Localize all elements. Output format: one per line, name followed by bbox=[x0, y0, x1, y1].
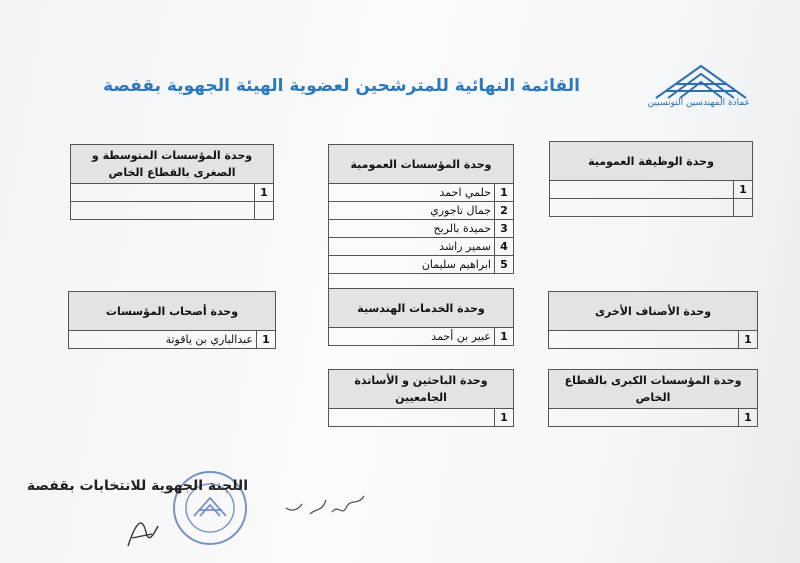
unit-table-public-function bbox=[549, 141, 753, 217]
table-row bbox=[550, 199, 753, 217]
table-row bbox=[329, 328, 514, 346]
unit-title: وحدة الأصناف الأخرى bbox=[549, 292, 758, 331]
unit-title: وحدة أصحاب المؤسسات bbox=[69, 292, 276, 331]
unit-table-engineering-services bbox=[328, 288, 514, 346]
row-number: 1 bbox=[739, 331, 758, 349]
unit-title: وحدة الوظيفة العمومية bbox=[550, 142, 753, 181]
unit-table-mid-small-private bbox=[70, 144, 274, 220]
candidate-name: ابراهيم سليمان bbox=[329, 256, 495, 274]
table-row bbox=[549, 409, 758, 427]
table-row bbox=[549, 331, 758, 349]
candidate-name bbox=[71, 202, 255, 220]
unit-table-enterprise-owners bbox=[68, 291, 276, 349]
row-number bbox=[734, 199, 753, 217]
candidate-name: سمير راشد bbox=[329, 238, 495, 256]
table-row bbox=[71, 184, 274, 202]
row-number: 2 bbox=[495, 202, 514, 220]
row-number: 1 bbox=[495, 328, 514, 346]
row-number bbox=[255, 202, 274, 220]
unit-table-public-enterprises bbox=[328, 144, 514, 290]
table-row bbox=[329, 184, 514, 202]
candidate-name bbox=[549, 331, 739, 349]
row-number: 1 bbox=[255, 184, 274, 202]
unit-table-other-categories bbox=[548, 291, 758, 349]
candidate-name bbox=[550, 199, 734, 217]
row-number: 3 bbox=[495, 220, 514, 238]
unit-title: وحدة المؤسسات العمومية bbox=[329, 145, 514, 184]
candidate-name: عبدالباري بن ياقوتة bbox=[69, 331, 257, 349]
table-row bbox=[329, 238, 514, 256]
unit-table-researchers bbox=[328, 369, 514, 427]
initial-signature-icon bbox=[122, 512, 162, 552]
candidate-name bbox=[549, 409, 739, 427]
candidate-name: جمال تاجوري bbox=[329, 202, 495, 220]
unit-title: وحدة الباحثين و الأساتذة الجامعيين bbox=[329, 370, 514, 409]
table-row bbox=[329, 220, 514, 238]
candidate-name bbox=[329, 409, 495, 427]
candidate-name: عبير بن أحمد bbox=[329, 328, 495, 346]
row-number: 1 bbox=[734, 181, 753, 199]
row-number: 1 bbox=[257, 331, 276, 349]
candidate-name: حميدة بالربح bbox=[329, 220, 495, 238]
unit-title: وحدة المؤسسات المتوسطة و الصغرى بالقطاع الخاص bbox=[71, 145, 274, 184]
page-title: القائمة النهائية للمترشحين لعضوية الهيئة الجهوية بقفصة bbox=[103, 76, 580, 96]
candidate-name bbox=[550, 181, 734, 199]
candidate-name bbox=[71, 184, 255, 202]
committee-signature-line: اللجنة الجهوية للانتخابات بقفصة bbox=[26, 478, 248, 494]
handwritten-signature-icon bbox=[280, 486, 370, 526]
unit-table-large-private bbox=[548, 369, 758, 427]
table-row bbox=[329, 409, 514, 427]
row-number: 1 bbox=[739, 409, 758, 427]
unit-title: وحدة الخدمات الهندسية bbox=[329, 289, 514, 328]
row-number: 1 bbox=[495, 409, 514, 427]
row-number: 5 bbox=[495, 256, 514, 274]
table-row bbox=[69, 331, 276, 349]
unit-title: وحدة المؤسسات الكبرى بالقطاع الخاص bbox=[549, 370, 758, 409]
row-number: 1 bbox=[495, 184, 514, 202]
table-row bbox=[329, 202, 514, 220]
row-number: 4 bbox=[495, 238, 514, 256]
table-row bbox=[329, 256, 514, 274]
table-row bbox=[550, 181, 753, 199]
logo-caption: عمادة المهندسين التونسيين bbox=[647, 98, 750, 108]
table-row bbox=[71, 202, 274, 220]
candidate-name: حلمي احمد bbox=[329, 184, 495, 202]
